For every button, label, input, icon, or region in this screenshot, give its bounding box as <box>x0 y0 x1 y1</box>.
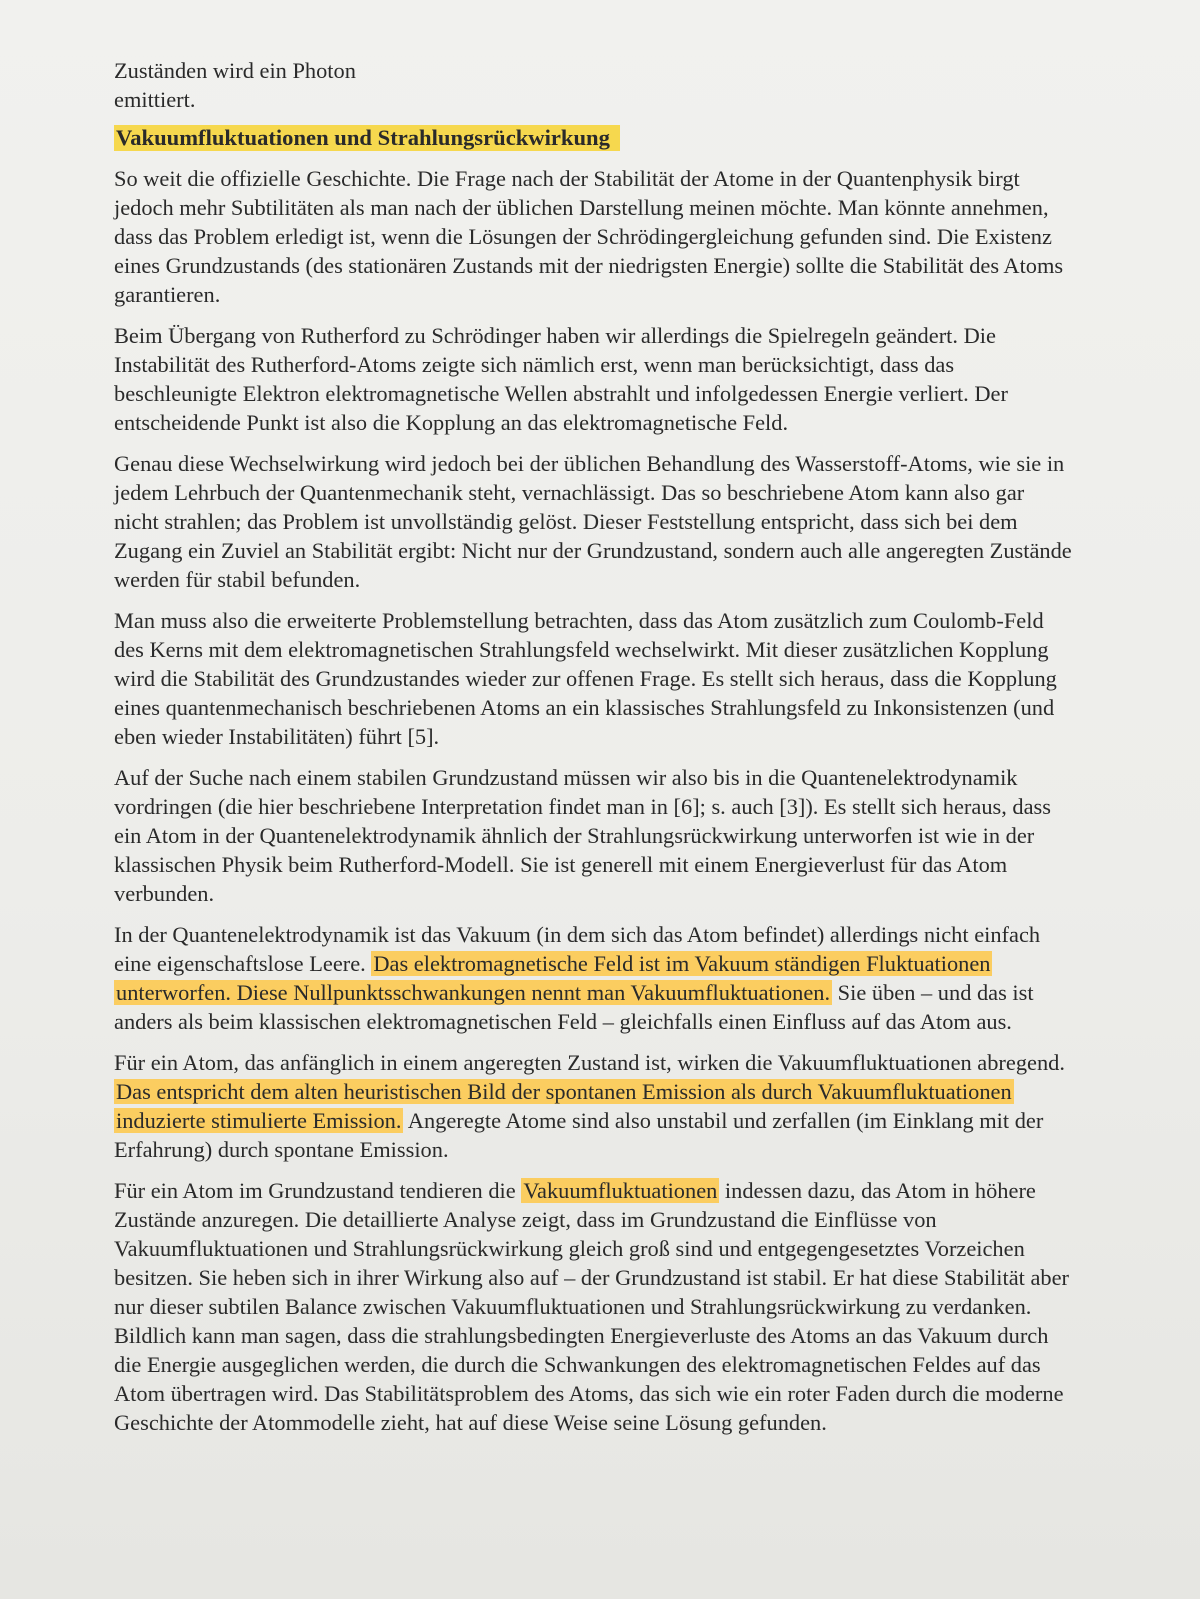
paragraph-6-highlight: Das elektromagnetische Feld ist im Vakuum ständigen Fluktuationen unterworfen. Diese Nullpunktsschwankungen nennt man Vakuumfluktuationen. <box>116 951 991 1005</box>
paragraph-8-highlight: Vakuumfluktuationen <box>523 1178 718 1203</box>
paragraph-7-after: Angeregte Atome sind also unstabil und zerfallen (im Einklang mit der Erfahrung) durch spontane Emission. <box>114 1108 1044 1162</box>
paragraph-1: So weit die offizielle Geschichte. Die Frage nach der Stabilität der Atome in der Quantenphysik birgt jedoch mehr Subtilitäten als man nach der üblichen Darstellung meinen möchte. Man könnte annehmen, dass das Problem erledigt ist, wenn die Lösungen der Schrödingergleichung gefunden sind. Die Existenz eines Grundzustands (des stationären Zustands mit der niedrigsten Energie) sollte die Stabilität des Atoms garantieren. <box>114 166 1064 307</box>
paragraph-6-after: Sie üben – und das ist anders als beim klassischen elektromagnetischen Feld – gleichfalls einen Einfluss auf das Atom aus. <box>114 980 1034 1034</box>
paragraph-7 <box>114 1048 1074 1164</box>
paragraph-7-highlight: Das entspricht dem alten heuristischen Bild der spontanen Emission als durch Vakuumfluktuationen induzierte stimulierte Emission. <box>116 1079 1012 1133</box>
paragraph-8 <box>114 1176 1074 1437</box>
paragraph-8-before: Für ein Atom im Grundzustand tendieren die <box>114 1178 522 1203</box>
intro-line-2: emittiert. <box>114 87 196 112</box>
paragraph-7-before: Für ein Atom, das anfänglich in einem angeregten Zustand ist, wirken die Vakuumfluktuationen abregend. <box>114 1050 1065 1075</box>
intro-fragment <box>114 56 1074 114</box>
paragraph-6 <box>114 920 1074 1036</box>
paragraph-6-before: In der Quantenelektrodynamik ist das Vakuum (in dem sich das Atom befindet) allerdings nicht einfach eine eigenschaftslose Leere. <box>114 922 1041 976</box>
paragraph-2: Beim Übergang von Rutherford zu Schrödinger haben wir allerdings die Spielregeln geändert. Die Instabilität des Rutherford-Atoms zeigte sich nämlich erst, wenn man berücksichtigt, dass das beschleunigte Elektron elektromagnetische Wellen abstrahlt und infolgedessen Energie verliert. Der entscheidende Punkt ist also die Kopplung an das elektromagnetische Feld. <box>114 323 1008 435</box>
section-heading <box>114 124 1074 152</box>
intro-line-1: Zuständen wird ein Photon <box>114 58 356 83</box>
paragraph-3: Genau diese Wechselwirkung wird jedoch bei der üblichen Behandlung des Wasserstoff-Atoms, wie sie in jedem Lehrbuch der Quantenmechanik steht, vernachlässigt. Das so beschriebene Atom kann also gar nicht strahlen; das Problem ist unvollständig gelöst. Dieser Feststellung entspricht, dass sich bei dem Zugang ein Zuviel an Stabilität ergibt: Nicht nur der Grundzustand, sondern auch alle angeregten Zustände werden für stabil befunden. <box>114 451 1072 592</box>
paragraph-5: Auf der Suche nach einem stabilen Grundzustand müssen wir also bis in die Quantenelektrodynamik vordringen (die hier beschriebene Interpretation findet man in [6]; s. auch [3]). Es stellt sich heraus, dass ein Atom in der Quantenelektrodynamik ähnlich der Strahlungsrückwirkung unterworfen ist wie in der klassischen Physik beim Rutherford-Modell. Sie ist generell mit einem Energieverlust für das Atom verbunden. <box>114 765 1051 906</box>
document-body <box>114 56 1074 1449</box>
paragraph-8-after: indessen dazu, das Atom in höhere Zustände anzuregen. Die detaillierte Analyse zeigt, dass im Grundzustand die Einflüsse von Vakuumfluktuationen und Strahlungsrückwirkung gleich groß sind und entgegengesetztes Vorzeichen besitzen. Sie heben sich in ihrer Wirkung also auf – der Grundzustand ist stabil. Er hat diese Stabilität aber nur dieser subtilen Balance zwischen Vakuumfluktuationen und Strahlungsrückwirkung zu verdanken. Bildlich kann man sagen, dass die strahlungsbedingten Energieverluste des Atoms an das Vakuum durch die Energie ausgeglichen werden, die durch die Schwankungen des elektromagnetischen Feldes auf das Atom übertragen wird. Das Stabilitätsproblem des Atoms, das sich wie ein roter Faden durch die moderne Geschichte der Atommodelle zieht, hat auf diese Weise seine Lösung gefunden. <box>114 1178 1070 1435</box>
paragraph-4: Man muss also die erweiterte Problemstellung betrachten, dass das Atom zusätzlich zum Coulomb-Feld des Kerns mit dem elektromagnetischen Strahlungsfeld wechselwirkt. Mit dieser zusätzlichen Kopplung wird die Stabilität des Grundzustandes wieder zur offenen Frage. Es stellt sich heraus, dass die Kopplung eines quantenmechanisch beschriebenen Atoms an ein klassisches Strahlungsfeld zu Inkonsistenzen (und eben wieder Instabilitäten) führt [5]. <box>114 608 1057 749</box>
section-heading-text: Vakuumfluktuationen und Strahlungsrückwirkung <box>114 125 620 151</box>
